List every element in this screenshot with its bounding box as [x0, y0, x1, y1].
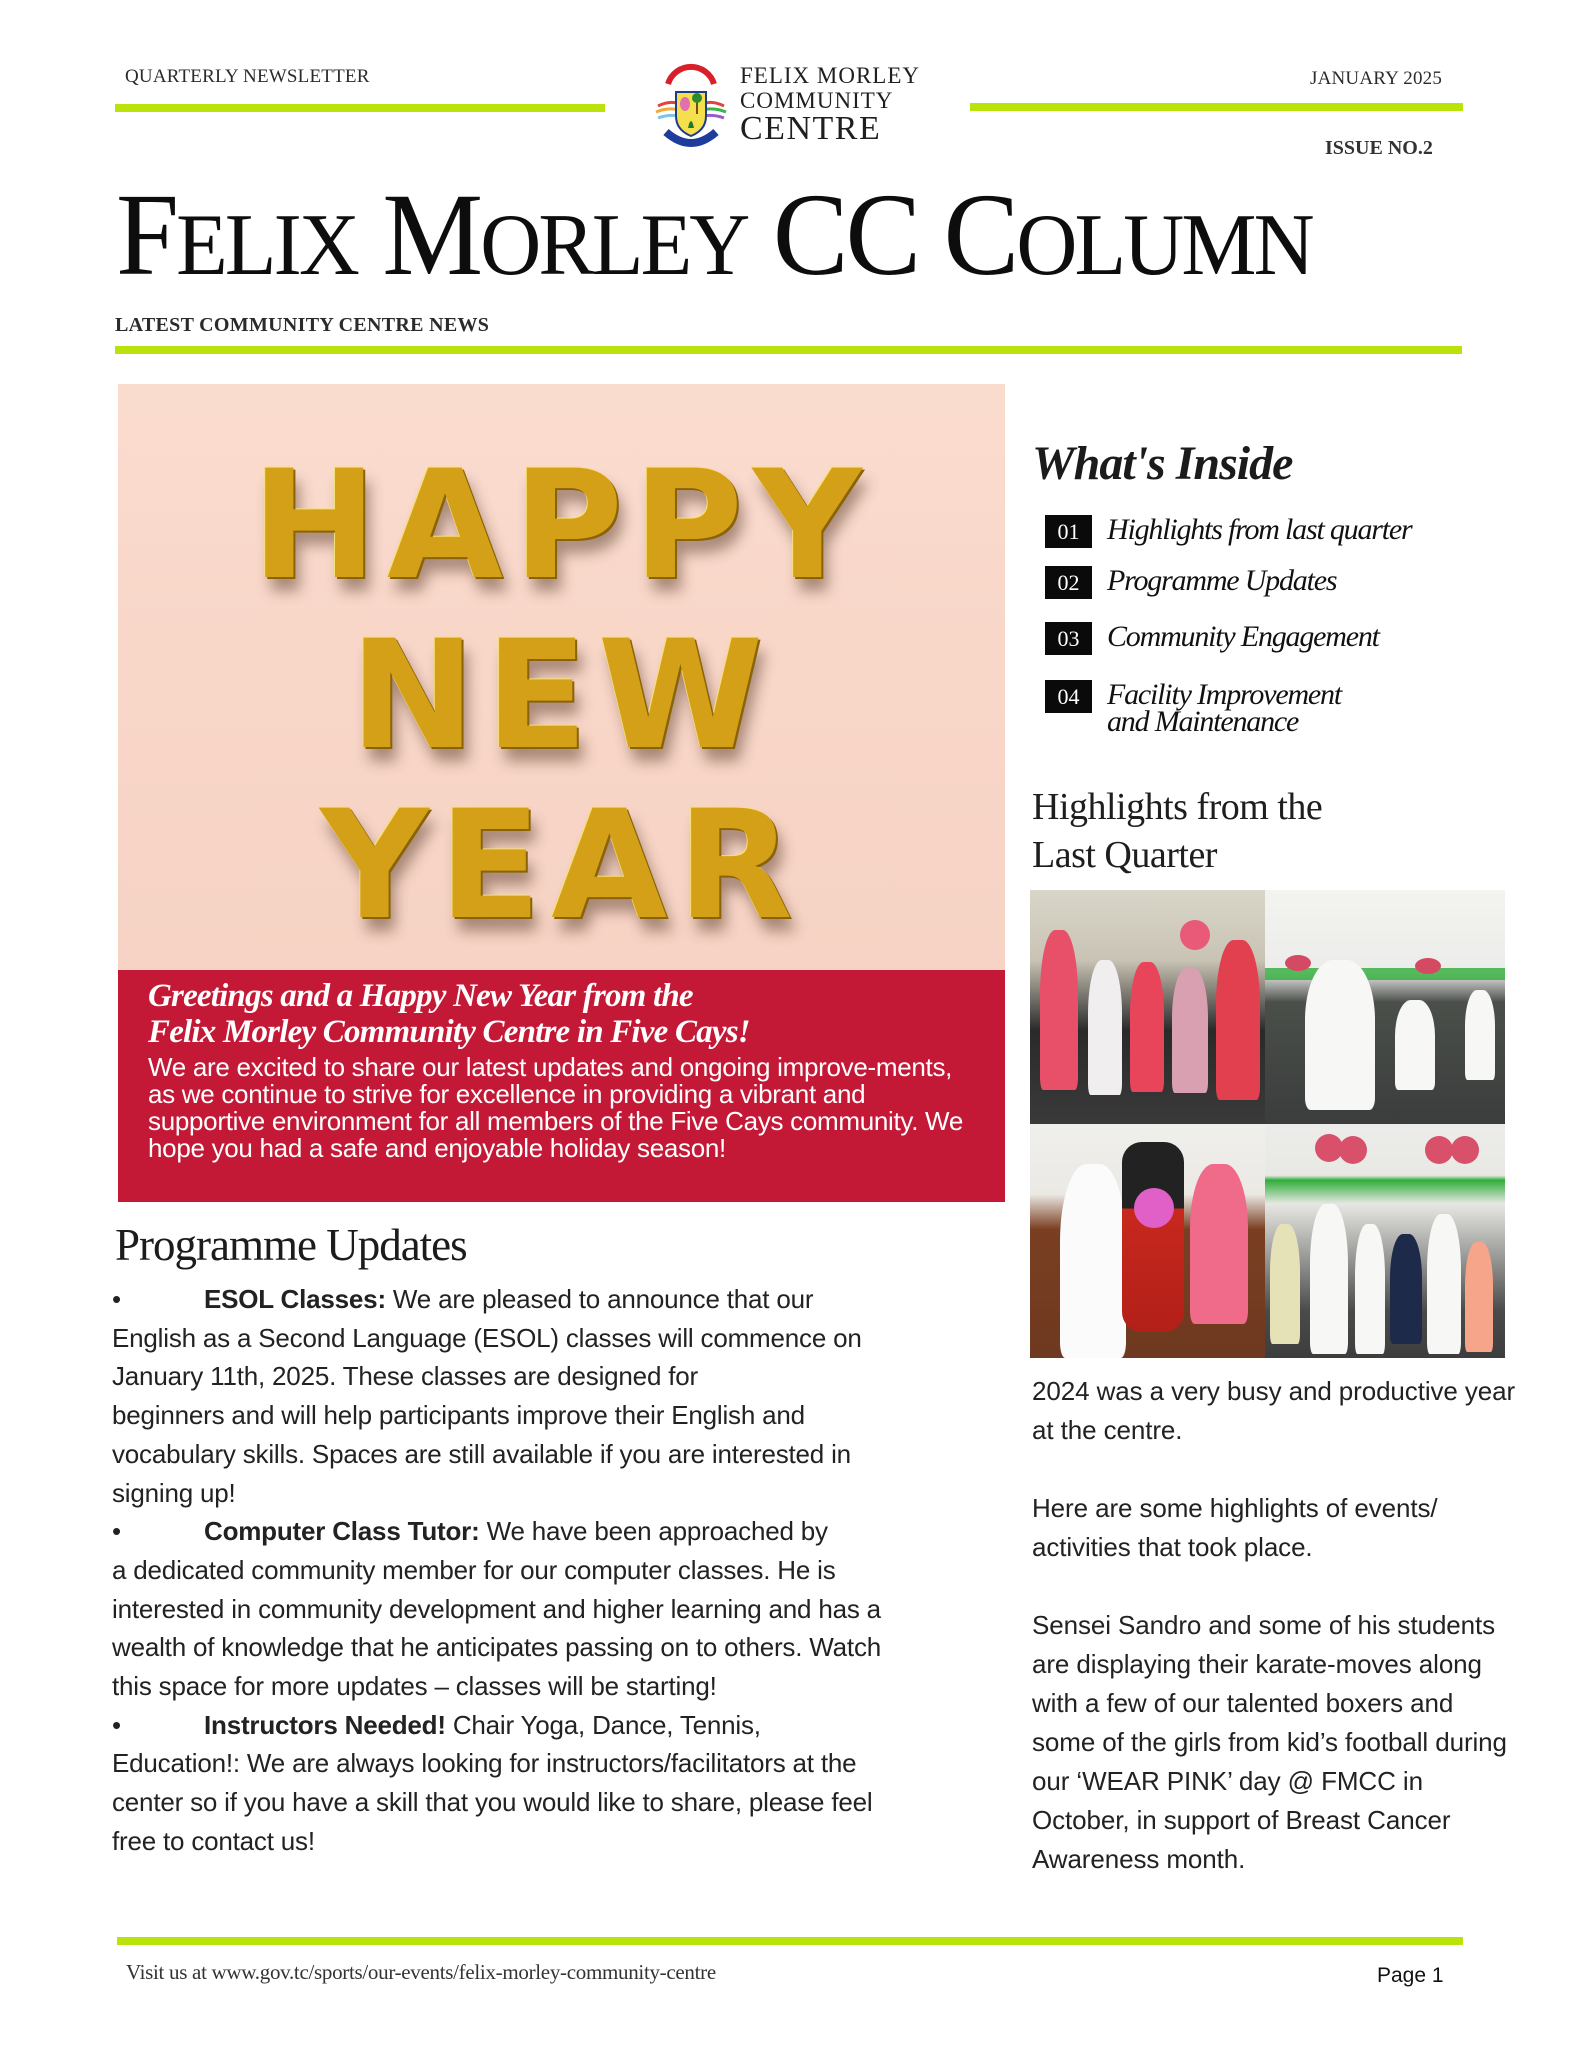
- masthead-title: FELIX MORLEY CC COLUMN: [116, 169, 1312, 300]
- logo-line-1: FELIX MORLEY: [740, 63, 921, 88]
- header-rule-left: [115, 104, 605, 112]
- logo-line-2: COMMUNITY: [740, 88, 894, 113]
- list-item: • ESOL Classes: We are pleased to announce that our English as a Second Language (ESOL) classes will commence on January 11th, 2025. These classes are designed for beginners and will help participants improve their English and vocabulary skills. Spaces are still available if you are interested in signing up!: [112, 1284, 862, 1508]
- photo-girls-punching-bag: [1030, 1124, 1265, 1358]
- photo-boxing-group: [1030, 890, 1265, 1124]
- hero-image-happy-new-year: [118, 384, 1005, 970]
- item-heading: Instructors Needed!: [204, 1709, 446, 1740]
- toc-number-badge: 01: [1045, 515, 1092, 548]
- issue-number: ISSUE NO.2: [1325, 137, 1433, 159]
- toc-item-programme-updates[interactable]: [1045, 566, 1336, 599]
- item-heading: ESOL Classes:: [204, 1284, 386, 1314]
- toc-label: Community Engagement: [1107, 620, 1379, 653]
- page-number: Page 1: [1377, 1964, 1444, 1987]
- greeting-title: Greetings and a Happy New Year from the Felix Morley Community Centre in Five Cays!: [148, 978, 750, 1050]
- hero-text-line: HAPPY: [251, 439, 872, 613]
- list-item: • Instructors Needed! Chair Yoga, Dance, Tennis, Education!: We are always looking for instructors/facilitators at the center so if you have a skill that you would like to share, please feel free to contact us!: [112, 1709, 873, 1856]
- logo: [650, 62, 930, 152]
- toc-number-badge: 03: [1045, 622, 1092, 655]
- sports-commission-crest-icon: [650, 62, 732, 152]
- header-rule-right: [970, 103, 1463, 111]
- photo-karate-sensei: [1265, 890, 1505, 1124]
- greeting-banner: [118, 970, 1005, 1202]
- issue-date: JANUARY 2025: [1310, 68, 1443, 89]
- masthead-rule: [115, 346, 1462, 354]
- hero-text-line: NEW: [349, 609, 774, 783]
- greeting-body: We are excited to share our latest updates and ongoing improve-ments, as we continue to strive for excellence in providing a vibrant and supportive environment for all members of the Five Cays community. We hope you had a safe and enjoyable holiday season!: [148, 1052, 963, 1163]
- hero-text-line: YEAR: [320, 779, 803, 953]
- footer-rule: [117, 1937, 1463, 1945]
- toc-number-badge: 04: [1045, 680, 1092, 713]
- logo-line-3: CENTRE: [740, 110, 882, 147]
- toc-item-highlights[interactable]: [1045, 515, 1412, 548]
- toc-item-community-engagement[interactable]: [1045, 622, 1379, 655]
- toc-label: Highlights from last quarter: [1107, 513, 1412, 546]
- whats-inside-heading: What's Inside: [1032, 437, 1293, 490]
- photo-karate-kids-group: [1265, 1124, 1505, 1358]
- programme-updates-heading: Programme Updates: [115, 1220, 467, 1270]
- programme-updates-list: [112, 1280, 992, 1861]
- toc-label: Facility Improvement and Maintenance: [1107, 678, 1341, 738]
- footer-website-link[interactable]: Visit us at www.gov.tc/sports/our-events/felix-morley-community-centre: [126, 1960, 716, 1984]
- toc-label: Programme Updates: [1107, 564, 1337, 597]
- highlights-heading: Highlights from the Last Quarter: [1032, 786, 1323, 876]
- toc-number-badge: 02: [1045, 566, 1092, 599]
- list-item: • Computer Class Tutor: We have been approached by a dedicated community member for our computer classes. He is interested in community development and higher learning and has a wealth of knowledge that he anticipates passing on to others. Watch this space for more updates – classes will be starting!: [112, 1516, 881, 1702]
- masthead-subtitle: LATEST COMMUNITY CENTRE NEWS: [115, 314, 490, 336]
- toc-item-facility-improvement[interactable]: [1045, 680, 1341, 737]
- highlights-photo-collage: [1030, 890, 1505, 1358]
- item-heading: Computer Class Tutor:: [204, 1516, 480, 1547]
- newsletter-kicker: QUARTERLY NEWSLETTER: [125, 66, 370, 87]
- highlights-body: 2024 was a very busy and productive year at the centre. Here are some highlights of events/ activities that took place. Sensei Sandro and some of his students are displaying their karate-moves along with a few of our talented boxers and some of the girls from kid’s football during our ‘WEAR PINK’ day @ FMCC in October, in support of Breast Cancer Awareness month.: [1032, 1376, 1516, 1874]
